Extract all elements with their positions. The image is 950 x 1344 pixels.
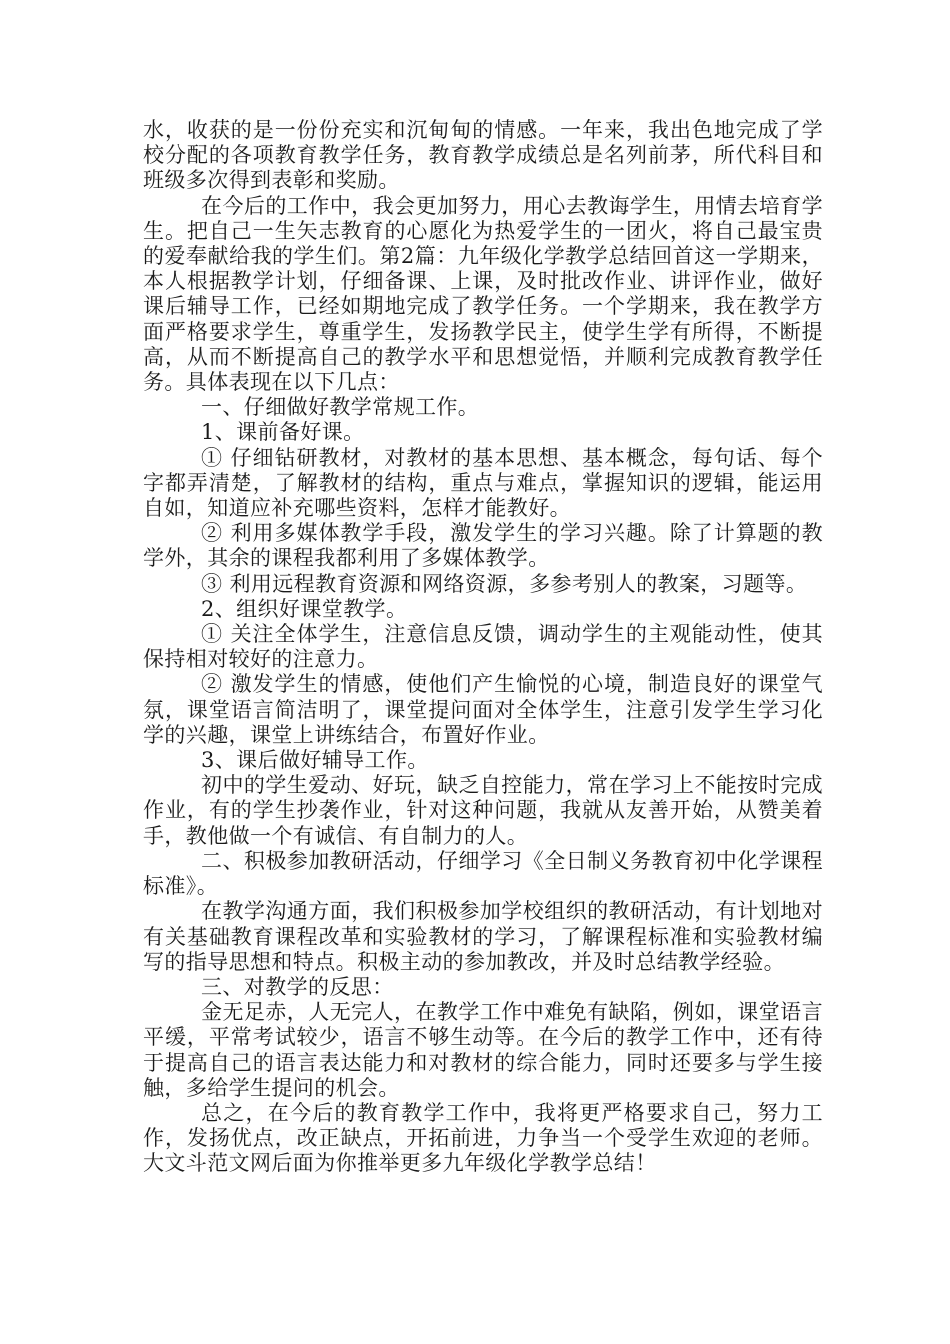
section-heading-2: 二、积极参加教研活动，仔细学习《全日制义务教育初中化学课程标准》。 [143, 848, 823, 899]
list-item-1-3: ③ 利用远程教育资源和网络资源，多参考别人的教案，习题等。 [201, 571, 808, 596]
paragraph-2: 在今后的工作中，我会更加努力，用心去教诲学生，用情去培育学生。把自己一生矢志教育的心愿化为热爱学生的一团火，将自己最宝贵的爱奉献给我的学生们。第2篇：九年级化学教学总结回首这一学期来，本人根据教学计划，仔细备课、上课，及时批改作业、讲评作业，做好课后辅导工作，已经如期地完成了教学任务。一个学期来，我在教学方面严格要求学生，尊重学生，发扬教学民主，使学生学有所得，不断提高，从而不断提高自己的教学水平和思想觉悟，并顺利完成教育教学任务。具体表现在以下几点： [143, 193, 823, 395]
list-item-1-2: ② 利用多媒体教学手段，激发学生的学习兴趣。除了计算题的教学外，其余的课程我都利用了多媒体教学。 [143, 521, 823, 571]
paragraph-5: 金无足赤，人无完人，在教学工作中难免有缺陷，例如，课堂语言平缓，平常考试较少，语言不够生动等。在今后的教学工作中，还有待于提高自己的语言表达能力和对教材的综合能力，同时还要多与学生接触，多给学生提问的机会。 [143, 1000, 823, 1100]
list-item-2-2: ② 激发学生的情感，使他们产生愉悦的心境，制造良好的课堂气氛，课堂语言简洁明了，课堂提问面对全体学生，注意引发学生学习化学的兴趣，课堂上讲练结合，布置好作业。 [143, 672, 823, 747]
paragraph-1: 水，收获的是一份份充实和沉甸甸的情感。一年来，我出色地完成了学校分配的各项教育教学任务，教育教学成绩总是名列前茅，所代科目和班级多次得到表彰和奖励。 [143, 118, 823, 193]
subheading-2: 2、组织好课堂教学。 [201, 596, 408, 621]
document-body [143, 118, 823, 1177]
paragraph-6: 总之，在今后的教育教学工作中，我将更严格要求自己，努力工作，发扬优点，改正缺点，开拓前进，力争当一个受学生欢迎的老师。大文斗范文网后面为你推举更多九年级化学教学总结！ [143, 1100, 823, 1176]
section-heading-1: 一、仔细做好教学常规工作。 [201, 395, 480, 420]
paragraph-3: 初中的学生爱动、好玩，缺乏自控能力，常在学习上不能按时完成作业，有的学生抄袭作业，针对这种问题，我就从友善开始，从赞美着手，教他做一个有诚信、有自制力的人。 [143, 773, 823, 848]
subheading-3: 3、课后做好辅导工作。 [201, 748, 429, 773]
list-item-2-1: ① 关注全体学生，注意信息反馈，调动学生的主观能动性，使其保持相对较好的注意力。 [143, 622, 823, 672]
subheading-1: 1、课前备好课。 [201, 420, 365, 445]
paragraph-4: 在教学沟通方面，我们积极参加学校组织的教研活动，有计划地对有关基础教育课程改革和实验教材的学习，了解课程标准和实验教材编写的指导思想和特点。积极主动的参加教改，并及时总结教学经验。 [143, 899, 823, 974]
list-item-1-1: ① 仔细钻研教材，对教材的基本思想、基本概念，每句话、每个字都弄清楚，了解教材的结构，重点与难点，掌握知识的逻辑，能运用自如，知道应补充哪些资料，怎样才能教好。 [143, 445, 823, 521]
section-heading-3: 三、对教学的反思： [201, 974, 394, 999]
